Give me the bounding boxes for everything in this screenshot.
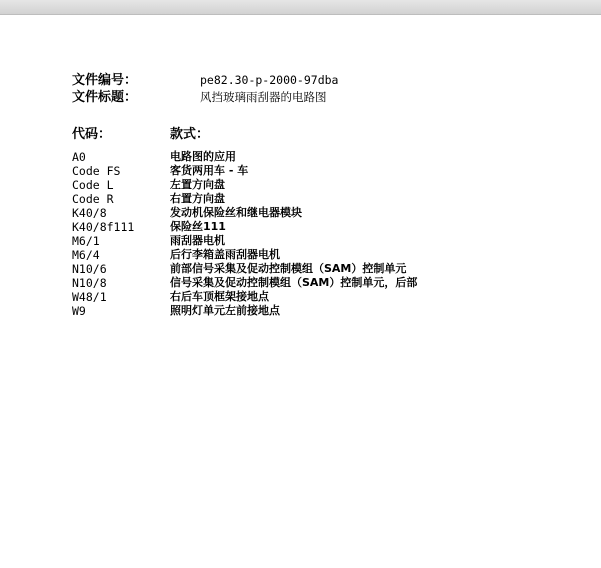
document-number-label: 文件编号： — [72, 73, 138, 88]
row-code: W48/1 — [72, 290, 107, 304]
document-number-row — [72, 72, 572, 89]
row-code: M6/1 — [72, 234, 100, 248]
row-code: Code L — [72, 178, 114, 192]
document-body — [72, 72, 572, 318]
row-description: 电路图的应用 — [170, 150, 236, 163]
row-code: Code R — [72, 192, 114, 206]
row-description: 信号采集及促动控制模组（SAM）控制单元，后部 — [170, 276, 418, 289]
document-number-value: pe82.30-p-2000-97dba — [200, 73, 339, 87]
row-code: K40/8 — [72, 206, 107, 220]
row-description: 客货两用车 - 车 — [170, 164, 249, 177]
section-spacer — [72, 106, 572, 124]
document-title-label: 文件标题： — [72, 90, 138, 105]
row-code: Code FS — [72, 164, 121, 178]
row-description: 保险丝111 — [170, 220, 226, 233]
table-row — [72, 178, 572, 192]
table-row — [72, 192, 572, 206]
row-description: 左置方向盘 — [170, 178, 225, 191]
table-row — [72, 276, 572, 290]
table-row — [72, 164, 572, 178]
row-code: W9 — [72, 304, 86, 318]
row-code: A0 — [72, 150, 86, 164]
row-description: 右后车顶框架接地点 — [170, 290, 269, 303]
table-row — [72, 234, 572, 248]
row-description: 照明灯单元左前接地点 — [170, 304, 280, 317]
table-row — [72, 262, 572, 276]
table-row — [72, 248, 572, 262]
description-column-header: 款式： — [170, 126, 210, 142]
table-row — [72, 206, 572, 220]
row-description: 发动机保险丝和继电器模块 — [170, 206, 302, 219]
table-row — [72, 290, 572, 304]
table-row — [72, 150, 572, 164]
row-code: K40/8f111 — [72, 220, 135, 234]
row-description: 右置方向盘 — [170, 192, 225, 205]
document-title-row — [72, 89, 572, 106]
row-code: N10/6 — [72, 262, 107, 276]
code-column-header: 代码： — [72, 126, 112, 142]
table-header-row — [72, 124, 572, 144]
window-top-bar — [0, 0, 601, 15]
table-row — [72, 304, 572, 318]
row-code: M6/4 — [72, 248, 100, 262]
document-title-value: 风挡玻璃雨刮器的电路图 — [200, 90, 327, 104]
row-description: 前部信号采集及促动控制模组（SAM）控制单元 — [170, 262, 407, 275]
row-code: N10/8 — [72, 276, 107, 290]
table-row — [72, 220, 572, 234]
row-description: 雨刮器电机 — [170, 234, 225, 247]
row-description: 后行李箱盖雨刮器电机 — [170, 248, 280, 261]
